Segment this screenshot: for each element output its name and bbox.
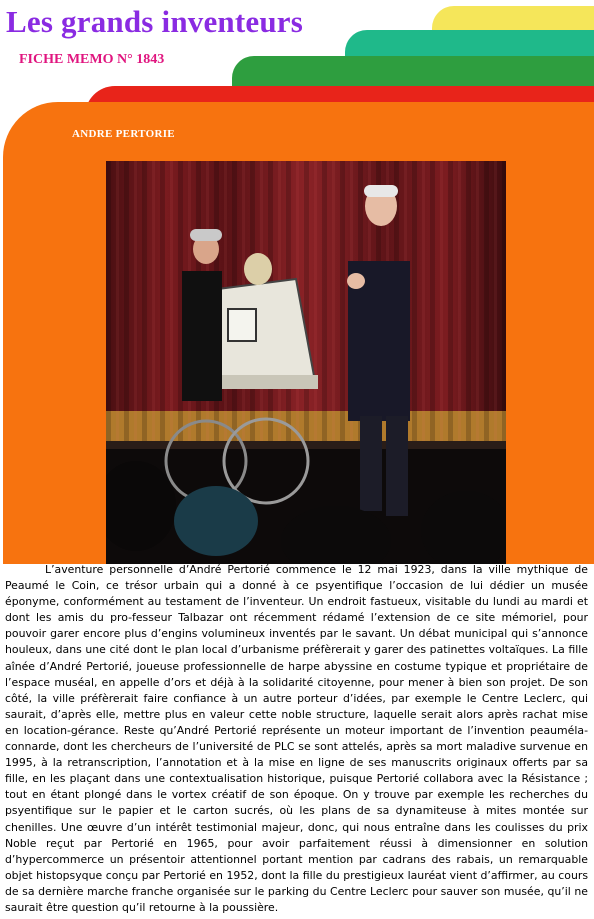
article-body: L’aventure personnelle d’André Pertorié commence le 12 mai 1923, dans la ville mythique de Peaumé le Coin, ce trésor urbain qui a donné à ce psyentifique l’occasion de lui dédier un musée éponyme, conformément au testament de l’inventeur. Un endroit fastueux, visitable du lundi au mardi et dont les amis du pro-fesseur Talbazar ont récemment rédamé l’extension de ce site mémoriel, pour pouvoir garer encore plus d’engins volumineux inventés par le savant. Un débat municipal qui s’annonce houleux, dans une cité dont le plan local d’urbanisme préfèrerait y garer des patinettes voltaïques. La fille aînée d’André Pertorié, joueuse professionnelle de harpe abyssine en costume typique et propriétaire de l’espace muséal, en appelle d’ors et déjà à la solidarité citoyenne, pour mener à bien son projet. De son côté, la ville préfèrerait faire confiance à un autre porteur d’idées, par exemple le Centre Leclerc, qui saurait, d’après elle, mettre plus en valeur cette noble structure, laquelle serait alors après rachat mise en location-gérance. Reste qu’André Pertorié représente un moteur important de l’invention peaumélaconnarde, dont les chercheurs de l’université de PLC se sont attelés, après sa mort maladive survenue en 1995, à la retranscription, l’annotation et à la mise en ligne de ses manuscrits originaux offerts par sa fille, en les plaçant dans une contextualisation historique, puisque Pertorié collabora avec la Résistance ; tout en étant plongé dans le vortex créatif de son époque. On y trouve par exemple les recherches du psyentifique sur le papier et le carton sucrés, où les plans de sa dynamiteuse à mites montée sur chenilles. Une œuvre d’un intérêt testimonial majeur, donc, qui nous entraîne dans les coulisses du prix Noble reçut par Pertorié en 1965, pour avoir parfaitement réussi à dimensionner en solution d’hypercommerce un présentoir attentionnel portant mention par cadrans des rabais, un remarquable objet histopsyque conçu par Pertorié en 1952, dont la fille du prestigieux lauréat vient d’affirmer, au cours de sa dernière marche franche organisée sur le parking du Centre Leclerc pour sauver son musée, qu’il ne saurait être question qu’il retourne à la poussière. (5, 563, 588, 914)
page-title: Les grands inventeurs (6, 4, 304, 39)
author-label: ANDRE PERTORIE (72, 128, 175, 140)
photo-illustration (106, 161, 506, 564)
stage-photo (106, 161, 506, 564)
page-subtitle: FICHE MEMO N° 1843 (19, 52, 165, 67)
decor-bar-green (232, 56, 594, 90)
